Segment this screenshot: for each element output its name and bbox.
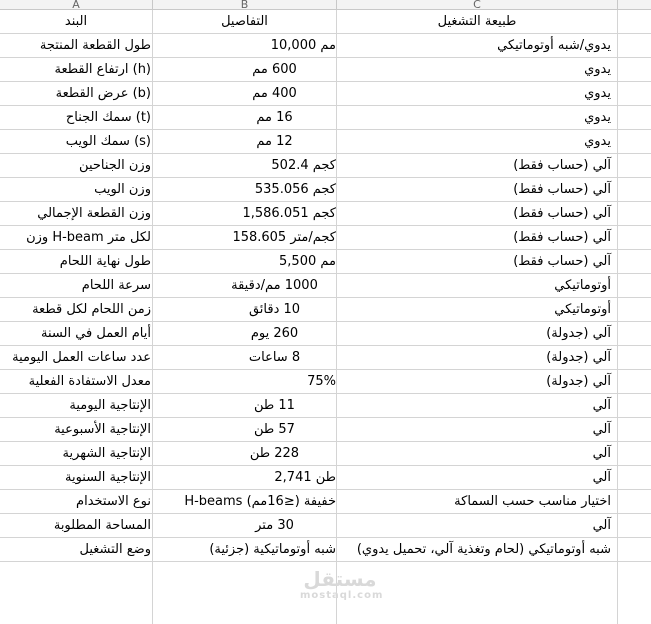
cell-item[interactable]: أيام العمل في السنة bbox=[41, 326, 151, 341]
table-row bbox=[0, 130, 651, 154]
cell-details[interactable]: 158.605 كجم/متر bbox=[232, 230, 336, 245]
cell-details[interactable]: 10,000 مم bbox=[270, 38, 336, 53]
cell-item[interactable]: معدل الاستفادة الفعلية bbox=[28, 374, 151, 389]
cell-operation[interactable]: آلي bbox=[592, 422, 611, 437]
cell-details[interactable]: 600 مم bbox=[252, 62, 297, 77]
cell-operation[interactable]: آلي (جدولة) bbox=[546, 350, 611, 365]
table-row bbox=[0, 514, 651, 538]
table-row bbox=[0, 370, 651, 394]
cell-details[interactable]: 75% bbox=[307, 374, 336, 389]
cell-operation[interactable]: آلي (حساب فقط) bbox=[513, 158, 611, 173]
table-row bbox=[0, 82, 651, 106]
cell-item[interactable]: وضع التشغيل bbox=[79, 542, 151, 557]
cell-operation[interactable]: آلي bbox=[592, 398, 611, 413]
table-row bbox=[0, 250, 651, 274]
cell-item[interactable]: وزن القطعة الإجمالي bbox=[37, 206, 151, 221]
watermark-domain: mostaql.com bbox=[300, 590, 384, 601]
table-row bbox=[0, 34, 651, 58]
table-row bbox=[0, 298, 651, 322]
cell-operation[interactable]: آلي (حساب فقط) bbox=[513, 230, 611, 245]
cell-details[interactable]: 57 طن bbox=[254, 422, 295, 437]
column-header-c[interactable]: C bbox=[337, 0, 618, 10]
mostaql-watermark bbox=[300, 567, 384, 601]
header-row bbox=[0, 10, 651, 34]
cell-operation[interactable]: آلي (حساب فقط) bbox=[513, 182, 611, 197]
header-cell-details[interactable]: التفاصيل bbox=[221, 14, 268, 29]
cell-details[interactable]: 11 طن bbox=[254, 398, 295, 413]
table-row bbox=[0, 106, 651, 130]
cell-details[interactable]: 12 مم bbox=[256, 134, 293, 149]
cell-item[interactable]: الإنتاجية الشهرية bbox=[62, 446, 151, 461]
cell-operation[interactable]: آلي bbox=[592, 446, 611, 461]
cell-details[interactable]: 535.056 كجم bbox=[254, 182, 336, 197]
cell-details[interactable]: 10 دقائق bbox=[248, 302, 301, 317]
cell-details[interactable]: 5,500 مم bbox=[279, 254, 336, 269]
cell-item[interactable]: الإنتاجية الأسبوعية bbox=[54, 422, 151, 437]
cell-details[interactable]: 1,586.051 كجم bbox=[242, 206, 336, 221]
cell-details[interactable]: 502.4 كجم bbox=[271, 158, 336, 173]
cell-operation[interactable]: أوتوماتيكي bbox=[554, 302, 611, 317]
table-row bbox=[0, 226, 651, 250]
table-row bbox=[0, 442, 651, 466]
cell-details[interactable]: 1000 مم/دقيقة bbox=[231, 278, 318, 293]
cell-item[interactable]: الإنتاجية السنوية bbox=[65, 470, 151, 485]
cell-item[interactable]: وزن H-beam لكل متر bbox=[26, 230, 151, 245]
cell-item[interactable]: نوع الاستخدام bbox=[76, 494, 151, 509]
cell-operation[interactable]: آلي (جدولة) bbox=[546, 326, 611, 341]
cell-operation[interactable]: آلي (جدولة) bbox=[546, 374, 611, 389]
table-row bbox=[0, 202, 651, 226]
cell-item[interactable]: وزن الجناحين bbox=[79, 158, 151, 173]
cell-operation[interactable]: آلي bbox=[592, 518, 611, 533]
cell-operation[interactable]: يدوي bbox=[584, 134, 611, 149]
cell-operation[interactable]: آلي (حساب فقط) bbox=[513, 206, 611, 221]
cell-item[interactable]: الإنتاجية اليومية bbox=[69, 398, 151, 413]
cell-operation[interactable]: آلي bbox=[592, 470, 611, 485]
table-row bbox=[0, 490, 651, 514]
header-cell-operation[interactable]: طبيعة التشغيل bbox=[437, 14, 517, 29]
table-row bbox=[0, 274, 651, 298]
cell-item[interactable]: عرض القطعة (b) bbox=[55, 86, 151, 101]
cell-item[interactable]: سرعة اللحام bbox=[81, 278, 151, 293]
cell-details[interactable]: 260 يوم bbox=[250, 326, 299, 341]
cell-operation[interactable]: يدوي/شبه أوتوماتيكي bbox=[497, 38, 611, 53]
table-row bbox=[0, 178, 651, 202]
cell-operation[interactable]: يدوي bbox=[584, 86, 611, 101]
cell-item[interactable]: ارتفاع القطعة (h) bbox=[54, 62, 151, 77]
cell-item[interactable]: طول نهاية اللحام bbox=[59, 254, 151, 269]
column-header-d[interactable] bbox=[618, 0, 651, 10]
header-cell-item[interactable]: البند bbox=[64, 14, 88, 29]
cell-details[interactable]: شبه أوتوماتيكية (جزئية) bbox=[209, 542, 336, 557]
cell-item[interactable]: طول القطعة المنتجة bbox=[39, 38, 151, 53]
cell-details[interactable]: H-beams خفيفة (≤16مم) bbox=[184, 494, 336, 509]
cell-operation[interactable]: شبه أوتوماتيكي (لحام وتغذية آلي، تحميل يدوي) bbox=[356, 542, 611, 557]
cell-details[interactable]: 2,741 طن bbox=[274, 470, 336, 485]
cell-grid bbox=[0, 10, 651, 562]
cell-details[interactable]: 16 مم bbox=[256, 110, 293, 125]
table-row bbox=[0, 322, 651, 346]
table-row bbox=[0, 154, 651, 178]
cell-operation[interactable]: يدوي bbox=[584, 110, 611, 125]
table-row bbox=[0, 58, 651, 82]
cell-operation[interactable]: أوتوماتيكي bbox=[554, 278, 611, 293]
cell-item[interactable]: سمك الويب (s) bbox=[65, 134, 151, 149]
cell-details[interactable]: 400 مم bbox=[252, 86, 297, 101]
cell-item[interactable]: وزن الويب bbox=[94, 182, 151, 197]
table-row bbox=[0, 394, 651, 418]
cell-item[interactable]: المساحة المطلوبة bbox=[53, 518, 151, 533]
cell-details[interactable]: 30 متر bbox=[255, 518, 294, 533]
cell-operation[interactable]: يدوي bbox=[584, 62, 611, 77]
cell-details[interactable]: 228 طن bbox=[249, 446, 300, 461]
column-header-b[interactable]: B bbox=[153, 0, 337, 10]
cell-item[interactable]: سمك الجناح (t) bbox=[65, 110, 151, 125]
table-row bbox=[0, 466, 651, 490]
cell-item[interactable]: عدد ساعات العمل اليومية bbox=[12, 350, 151, 365]
table-row bbox=[0, 538, 651, 562]
table-row bbox=[0, 346, 651, 370]
table-row bbox=[0, 418, 651, 442]
watermark-logo-text: مستقل bbox=[303, 567, 377, 591]
cell-details[interactable]: 8 ساعات bbox=[248, 350, 301, 365]
cell-operation[interactable]: آلي (حساب فقط) bbox=[513, 254, 611, 269]
column-header-a[interactable]: A bbox=[0, 0, 153, 10]
cell-item[interactable]: زمن اللحام لكل قطعة bbox=[32, 302, 151, 317]
cell-operation[interactable]: اختيار مناسب حسب السماكة bbox=[454, 494, 611, 509]
